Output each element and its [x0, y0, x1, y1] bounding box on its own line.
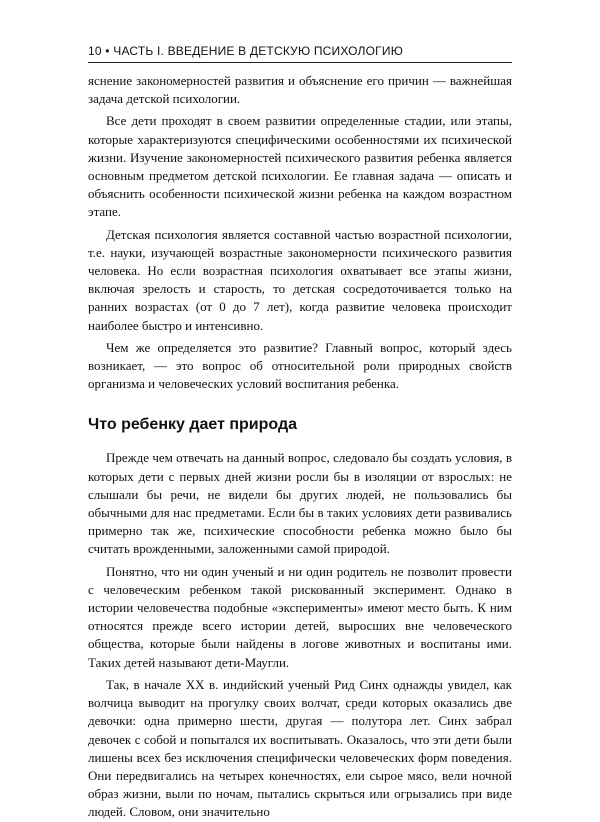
paragraph: Прежде чем отвечать на данный вопрос, следовало бы создать условия, в которых дети с первых дней жизни росли бы в изоляции от взрослых: не слышали бы речи, не видели бы других людей, не пользовались бы обычными для нас предметами. Если бы в таких условиях дети развивались примерно так же, психические способности ребенка можно было бы считать врожденными, заложенными самой природой.	[88, 450, 512, 557]
running-header	[88, 44, 512, 58]
paragraph: Понятно, что ни один ученый и ни один родитель не позволит провести с человеческим ребенком такой рискованный эксперимент. Однако в истории человечества подобные «эксперименты» имеют место быть. К ним относятся прежде всего истории детей, выросших вне человеческого общества, которые были найдены в логове животных и воспитаны ими. Таких детей называют дети-Маугли.	[88, 563, 512, 670]
paragraph: Детская психология является составной частью возрастной психологии, т.е. науки, изучающей возрастные закономерности психического развития человека. Но если возрастная психология охватывает все этапы жизни, включая зрелость и старость, то детская сосредоточивается только на ранних возрастах (от 0 до 7 лет), когда развитие человека происходит наиболее быстро и интенсивно.	[88, 226, 512, 333]
paragraph: Так, в начале XX в. индийский ученый Рид Синх однажды увидел, как волчица выводит на прогулку своих волчат, среди которых оказались две девочки: одна примерно шести, другая — полутора лет. Синх забрал девочек с собой и попытался их воспитывать. Оказалось, что эти дети были лишены всех без исключения специфически человеческих форм поведения. Они передвигались на четырех конечностях, ели сырое мясо, вели ночной образ жизни, выли по ночам, пытались скрыться или огрызались при виде людей. Словом, они значительно	[88, 676, 512, 820]
header-divider	[88, 62, 512, 63]
page-number: 10	[88, 44, 102, 58]
paragraph: Все дети проходят в своем развитии определенные стадии, или этапы, которые характеризуются специфическими особенностями их психической жизни. Изучение закономерностей психического развития ребенка является основным предметом детской психологии. Ее главная задача — описать и объяснить особенности психической жизни ребенка на каждом возрастном этапе.	[88, 113, 512, 220]
running-title: ЧАСТЬ I. ВВЕДЕНИЕ В ДЕТСКУЮ ПСИХОЛОГИЮ	[113, 44, 404, 58]
header-bullet: •	[105, 44, 110, 58]
paragraph: Чем же определяется это развитие? Главный вопрос, который здесь возникает, — это вопрос об относительной роли природных свойств организма и человеческих условий воспитания ребенка.	[88, 339, 512, 392]
section-heading: Что ребенку дает природа	[88, 416, 298, 434]
paragraph: яснение закономерностей развития и объяснение его причин — важнейшая задача детской психологии.	[88, 73, 512, 107]
page-body	[88, 72, 512, 822]
